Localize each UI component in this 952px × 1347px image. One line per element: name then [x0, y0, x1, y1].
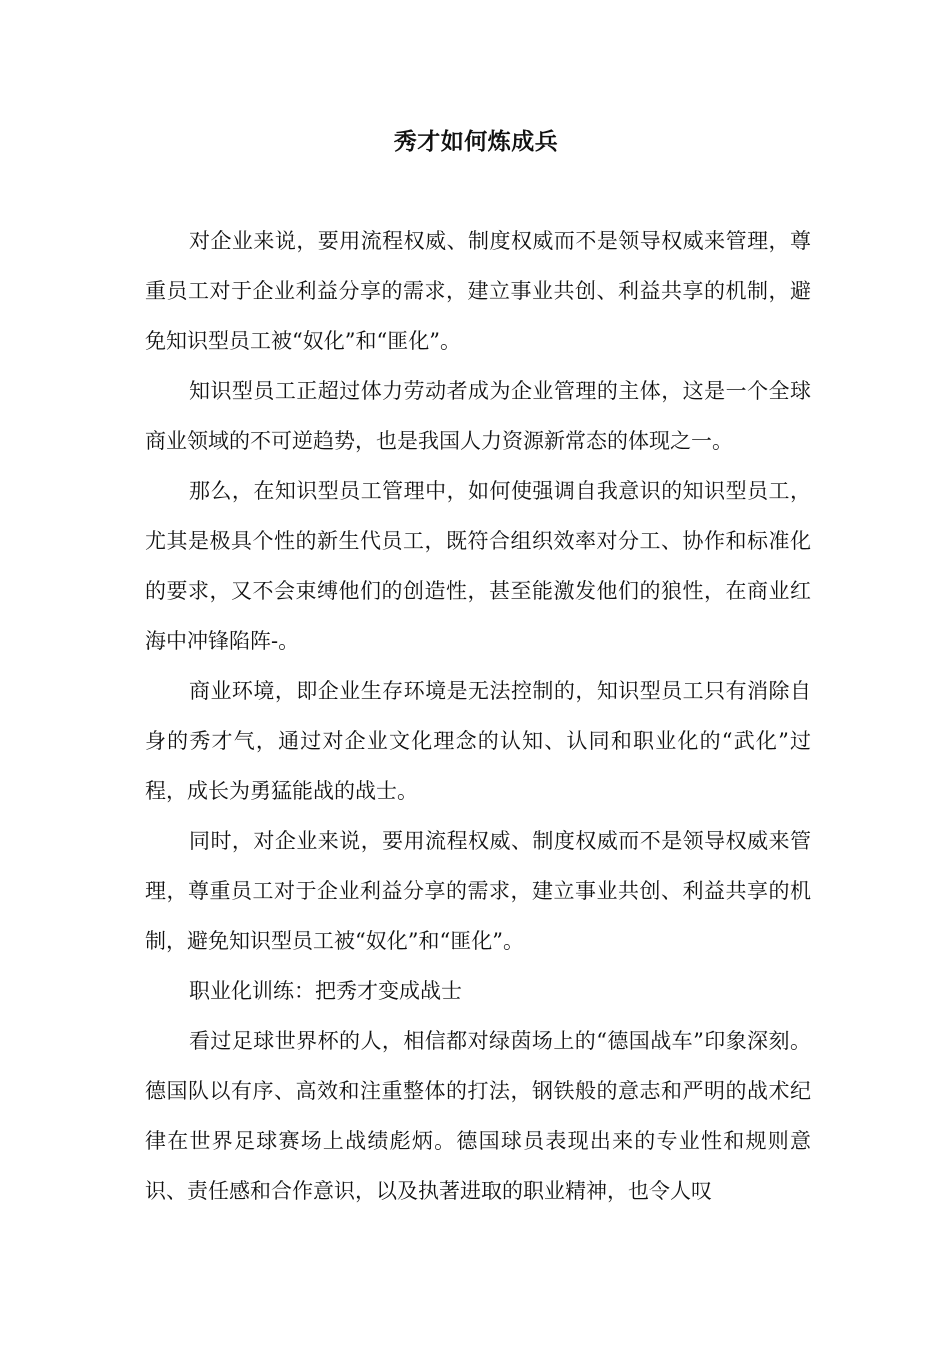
paragraph-7: 看过足球世界杯的人，相信都对绿茵场上的“德国战车”印象深刻。德国队以有序、高效和注重整体的打法，钢铁般的意志和严明的战术纪律在世界足球赛场上战绩彪炳。德国球员表现出来的专业性和规则意识、责任感和合作意识，以及执著进取的职业精神，也令人叹	[145, 1029, 811, 1203]
document-title: 秀才如何炼成兵	[393, 128, 559, 155]
paragraph-4: 商业环境，即企业生存环境是无法控制的，知识型员工只有消除自身的秀才气，通过对企业文化理念的认知、认同和职业化的“武化”过程，成长为勇猛能战的战士。	[145, 679, 811, 803]
paragraph-2: 知识型员工正超过体力劳动者成为企业管理的主体，这是一个全球商业领域的不可逆趋势，也是我国人力资源新常态的体现之一。	[145, 379, 811, 453]
section-heading: 职业化训练：把秀才变成战士	[189, 979, 462, 1003]
document-body	[145, 216, 811, 1216]
paragraph-3: 那么，在知识型员工管理中，如何使强调自我意识的知识型员工，尤其是极具个性的新生代员工，既符合组织效率对分工、协作和标准化的要求，又不会束缚他们的创造性，甚至能激发他们的狼性，在商业红海中冲锋陷阵-。	[145, 479, 811, 653]
paragraph-5: 同时，对企业来说，要用流程权威、制度权威而不是领导权威来管理，尊重员工对于企业利益分享的需求，建立事业共创、利益共享的机制，避免知识型员工被“奴化”和“匪化”。	[145, 829, 811, 953]
paragraph-1: 对企业来说，要用流程权威、制度权威而不是领导权威来管理，尊重员工对于企业利益分享的需求，建立事业共创、利益共享的机制，避免知识型员工被“奴化”和“匪化”。	[145, 229, 811, 353]
